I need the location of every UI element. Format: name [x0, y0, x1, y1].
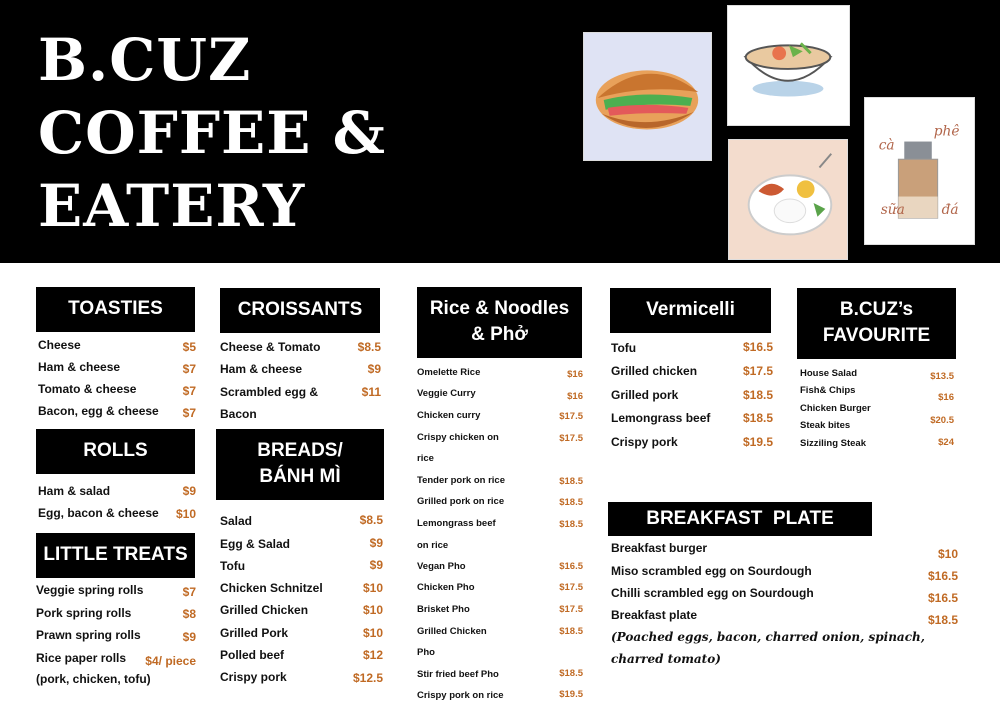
favourite-title: [797, 288, 956, 358]
menu-item-price: $20.5: [930, 415, 954, 426]
menu-item-name: Ham & cheese: [220, 362, 303, 376]
menu-item-name: Stir fried beef Pho: [417, 669, 499, 680]
menu-item-price: $11: [361, 385, 381, 399]
menu-item-name: Cheese & Tomato: [220, 340, 321, 354]
banh-mi-image: [583, 32, 712, 161]
rice-noodles-title-line-2: & Phở: [471, 324, 528, 345]
breakfast-note-line-2: charred tomato): [611, 652, 721, 666]
menu-item-name: Lemongrass beef: [611, 411, 711, 425]
menu-item-name-wrap: on rice: [417, 540, 449, 551]
menu-item-name: Prawn spring rolls: [36, 628, 141, 642]
menu-item-price: $8.5: [359, 513, 383, 527]
menu-item-price: $7: [182, 406, 196, 420]
little-treats-title-text: LITTLE TREATS: [43, 544, 188, 565]
menu-item-note: (pork, chicken, tofu): [36, 672, 151, 686]
rice-plate-image: [728, 139, 848, 260]
menu-item-name: Tender pork on rice: [417, 475, 505, 486]
vermicelli-title-text: Vermicelli: [646, 299, 735, 320]
menu-item-name: Chicken Schnitzel: [220, 581, 323, 595]
menu-item-name: Bacon, egg & cheese: [38, 404, 159, 418]
menu-item-name: Steak bites: [800, 420, 851, 431]
menu-item-price: $17.5: [559, 604, 583, 615]
rice-noodles-title-line-1: Rice & Noodles: [429, 298, 570, 319]
menu-item-price: $18.5: [559, 497, 583, 508]
vermicelli-title: [610, 288, 771, 332]
menu-item-name: Polled beef: [220, 648, 285, 662]
menu-item-price: $12: [362, 648, 383, 662]
menu-item-name: Breakfast burger: [611, 541, 708, 555]
menu-item-name: Fish& Chips: [800, 385, 856, 396]
menu-item-price: $10: [362, 626, 383, 640]
menu-item-name: Ham & cheese: [38, 360, 121, 374]
menu-item-price: $7: [182, 384, 196, 398]
brand-title: [38, 24, 386, 243]
favourite-title-line-1: B.CUZ’s: [839, 299, 914, 320]
menu-item-name: Brisket Pho: [417, 604, 470, 615]
menu-item-name: Ham & salad: [38, 484, 111, 498]
menu-item-name-wrap: Bacon: [220, 407, 257, 421]
menu-item-name: Sizziling Steak: [800, 438, 866, 449]
menu-item-name: Chicken Pho: [417, 582, 475, 593]
pho-bowl-image: [727, 5, 850, 126]
menu-item-price: $7: [182, 362, 196, 376]
menu-item-price: $5: [182, 340, 196, 354]
menu-item-name: Rice paper rolls: [36, 651, 127, 665]
brand-line-2: COFFEE &: [38, 99, 387, 167]
menu-item-name: Grilled chicken: [611, 364, 698, 378]
brand-line-3: EATERY: [38, 172, 306, 240]
menu-item-name: Tofu: [220, 559, 246, 573]
menu-item-name: Omelette Rice: [417, 367, 481, 378]
croissants-title: [220, 288, 380, 332]
menu-item-name-wrap: rice: [417, 453, 434, 464]
menu-item-price: $18.5: [927, 613, 958, 627]
menu-item-price: $8: [182, 607, 196, 621]
menu-item-price: $16.5: [927, 569, 958, 583]
menu-item-price: $17.5: [559, 582, 583, 593]
breakfast-title-text: BREAKFAST PLATE: [646, 507, 834, 529]
menu-item-name: Veggie spring rolls: [36, 583, 144, 597]
menu-item-name: Tomato & cheese: [38, 382, 137, 396]
menu-item-price: $18.5: [559, 668, 583, 679]
menu-item-price: $16.5: [927, 591, 958, 605]
menu-item-price: $19.5: [559, 689, 583, 700]
menu-item-price: $9: [182, 630, 196, 644]
menu-item-price: $10: [362, 581, 383, 595]
menu-item-name: Chilli scrambled egg on Sourdough: [611, 586, 814, 600]
menu-item-price: $18.5: [559, 626, 583, 637]
brand-line-1: B.CUZ: [38, 26, 252, 94]
menu-item-name-wrap: Pho: [417, 647, 435, 658]
menu-item-price: $16: [938, 392, 954, 403]
menu-item-name: Lemongrass beef: [417, 518, 496, 529]
menu-item-price: $17.5: [742, 364, 773, 378]
menu-item-price: $16: [567, 369, 583, 380]
menu-item-name: Grilled pork: [611, 388, 679, 402]
toasties-title: [36, 287, 195, 331]
menu-item-name: Grilled Chicken: [220, 603, 309, 617]
menu-item-name: Tofu: [611, 341, 637, 355]
menu-item-price: $18.5: [559, 519, 583, 530]
favourite-title-line-2: FAVOURITE: [822, 325, 931, 346]
menu-item-price: $19.5: [742, 435, 773, 449]
menu-item-price: $18.5: [559, 476, 583, 487]
menu-item-name: Scrambled egg &: [220, 385, 319, 399]
toasties-title-text: TOASTIES: [68, 298, 163, 319]
menu-item-name: Grilled Chicken: [417, 626, 487, 637]
menu-item-price: $12.5: [352, 671, 383, 685]
menu-item-price: $10: [937, 547, 958, 561]
menu-item-price: $16.5: [559, 561, 583, 572]
iced-coffee-image: [864, 97, 975, 245]
menu-item-price: $16.5: [742, 340, 773, 354]
menu-item-name: House Salad: [800, 368, 858, 379]
menu-item-name: Grilled pork on rice: [417, 496, 505, 507]
menu-item-price: $9: [369, 536, 383, 550]
rolls-title: [36, 429, 195, 473]
menu-item-price: $16: [567, 391, 583, 402]
coffee-text-ca: cà: [878, 137, 895, 154]
menu-item-name: Chicken curry: [417, 410, 481, 421]
breads-title-line-1: BREADS/: [257, 440, 343, 461]
menu-item-name: Cheese: [38, 338, 81, 352]
rolls-title-text: ROLLS: [83, 440, 148, 461]
menu-item-name: Breakfast plate: [611, 608, 698, 622]
menu-item-name: Grilled Pork: [220, 626, 289, 640]
menu-item-name: Chicken Burger: [800, 403, 871, 414]
menu-item-name: Miso scrambled egg on Sourdough: [611, 564, 812, 578]
coffee-text-phe: phê: [933, 123, 960, 140]
breakfast-title: [608, 502, 872, 535]
menu-item-price: $17.5: [559, 433, 583, 444]
menu-item-price: $9: [369, 558, 383, 572]
coffee-text-sua: sữa: [880, 202, 905, 219]
menu-item-price: $7: [182, 585, 196, 599]
menu-item-price: $9: [367, 362, 381, 376]
menu-item-price: $18.5: [742, 411, 773, 425]
menu-item-name: Crispy pork on rice: [417, 690, 504, 701]
menu-item-price: $24: [938, 437, 954, 448]
menu-item-name: Crispy pork: [611, 435, 678, 449]
menu-item-name: Salad: [220, 514, 253, 528]
croissants-title-text: CROISSANTS: [237, 299, 363, 320]
menu-item-price: $8.5: [357, 340, 381, 354]
menu-item-name: Pork spring rolls: [36, 606, 132, 620]
little-treats-title: [36, 533, 195, 577]
rice-noodles-title: [417, 287, 582, 357]
menu-item-name: Crispy chicken on: [417, 432, 499, 443]
breakfast-note-line-1: (Poached eggs, bacon, charred onion, spinach,: [611, 630, 925, 644]
breads-title-line-2: BÁNH MÌ: [259, 466, 341, 487]
menu-item-price: $17.5: [559, 411, 583, 422]
coffee-text-da: đá: [941, 202, 959, 219]
menu-item-price: $13.5: [930, 371, 954, 382]
menu-item-name: Egg & Salad: [220, 537, 291, 551]
breads-title: [216, 429, 384, 499]
menu-item-price: $10: [175, 507, 196, 521]
menu-item-name: Crispy pork: [220, 670, 287, 684]
menu-item-name: Vegan Pho: [417, 561, 466, 572]
menu-item-price: $10: [362, 603, 383, 617]
menu-item-name: Egg, bacon & cheese: [38, 506, 159, 520]
menu-item-price: $9: [182, 484, 196, 498]
menu-item-price: $18.5: [742, 388, 773, 402]
menu-item-price: $4/ piece: [145, 654, 196, 668]
menu-item-name: Veggie Curry: [417, 388, 476, 399]
